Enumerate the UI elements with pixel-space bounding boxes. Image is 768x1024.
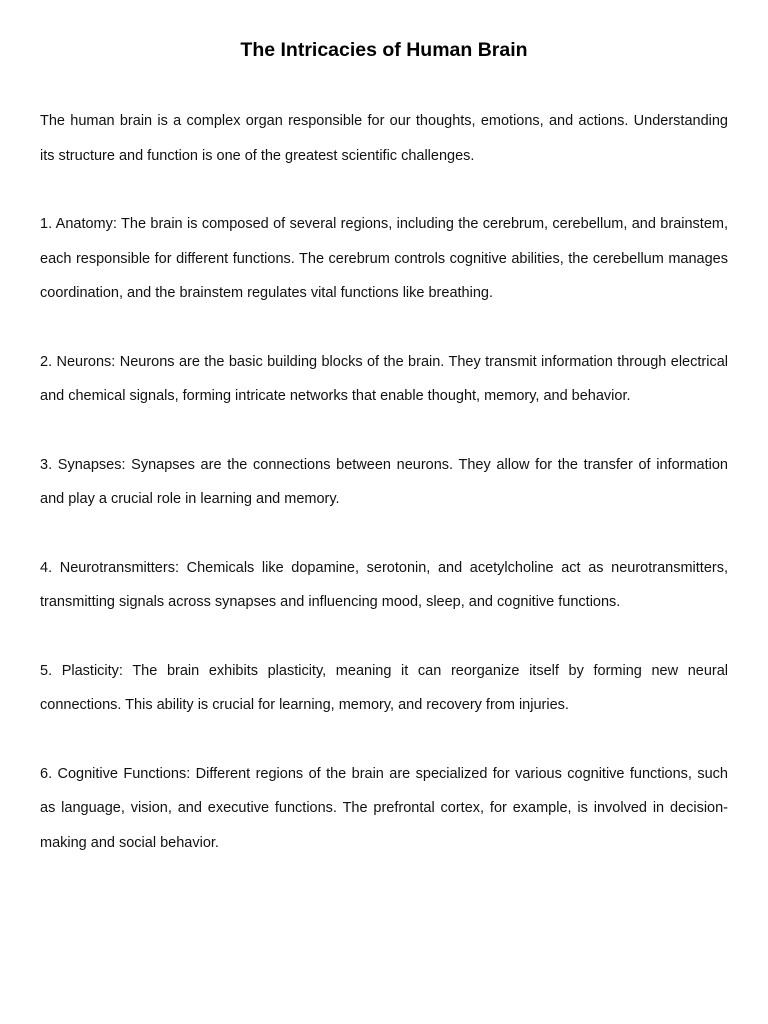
section-neurotransmitters: 4. Neurotransmitters: Chemicals like dopamine, serotonin, and acetylcholine act as neurotransmitters, transmitting signals across synapses and influencing mood, sleep, and cognitive functions.	[40, 559, 728, 610]
section-cognitive-functions: 6. Cognitive Functions: Different regions of the brain are specialized for various cognitive functions, such as language, vision, and executive functions. The prefrontal cortex, for example, is involved in decision-making and social behavior.	[40, 765, 728, 851]
section-synapses: 3. Synapses: Synapses are the connections between neurons. They allow for the transfer of information and play a crucial role in learning and memory.	[40, 456, 728, 507]
section-neurons: 2. Neurons: Neurons are the basic building blocks of the brain. They transmit information through electrical and chemical signals, forming intricate networks that enable thought, memory, and behavior.	[40, 353, 728, 404]
section-anatomy: 1. Anatomy: The brain is composed of several regions, including the cerebrum, cerebellum, and brainstem, each responsible for different functions. The cerebrum controls cognitive abilities, the cerebellum manages coordination, and the brainstem regulates vital functions like breathing.	[40, 216, 728, 301]
document-title: The Intricacies of Human Brain	[240, 39, 528, 61]
document-page	[40, 0, 728, 860]
section-plasticity: 5. Plasticity: The brain exhibits plasticity, meaning it can reorganize itself by forming new neural connections. This ability is crucial for learning, memory, and recovery from injuries.	[40, 662, 728, 713]
intro-paragraph: The human brain is a complex organ responsible for our thoughts, emotions, and actions. Understanding its structure and function is one of the greatest scientific challenges.	[40, 113, 728, 164]
